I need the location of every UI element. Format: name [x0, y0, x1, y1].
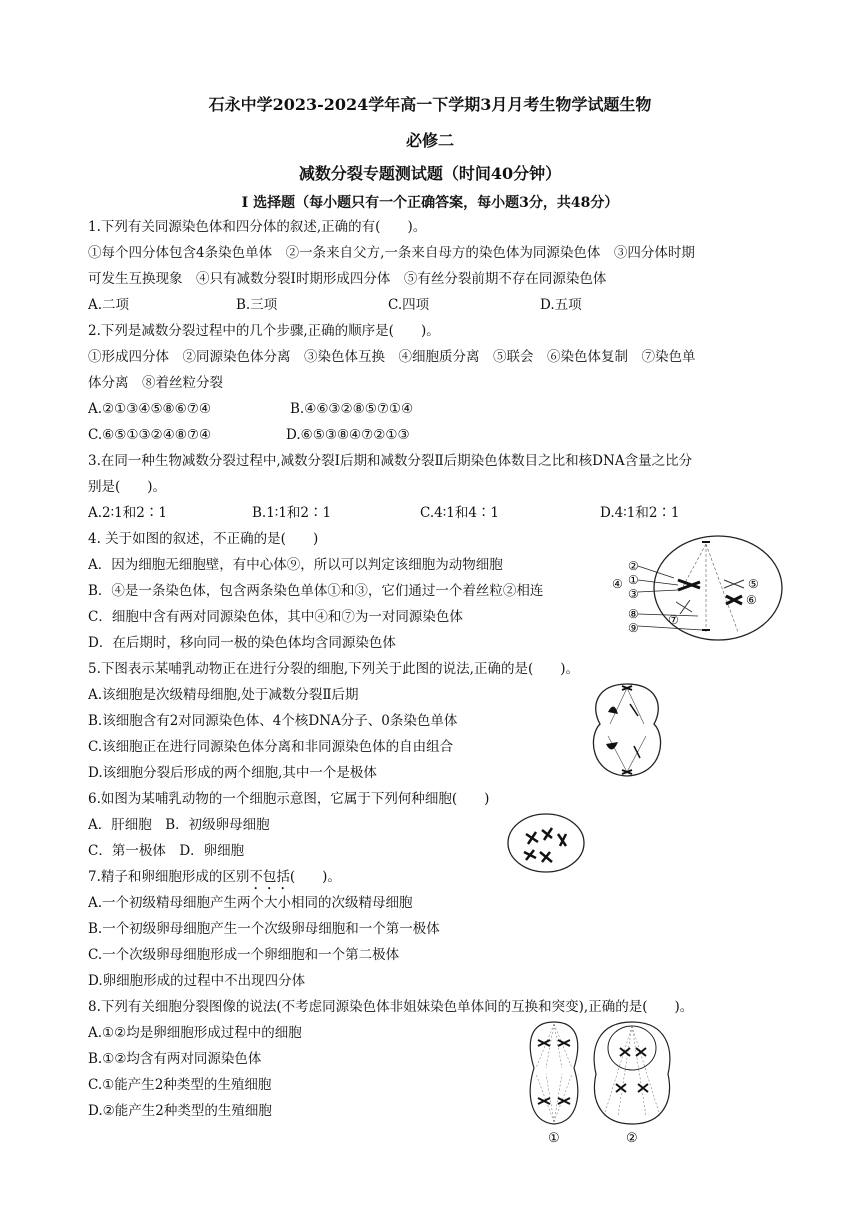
q2-option-c: C.⑥⑤①③②④⑧⑦④	[88, 427, 212, 443]
q4-label-7: ⑦	[668, 613, 679, 627]
q6-options-ab: A．肝细胞 B．初级卵母细胞	[88, 817, 270, 833]
test-title: 减数分裂专题测试题（时间40分钟）	[298, 164, 562, 183]
q5-stem: 5.下图表示某哺乳动物正在进行分裂的细胞,下列关于此图的说法,正确的是( )。	[88, 661, 579, 677]
q3-option-d: D.4∶1和2∶1	[600, 505, 680, 521]
q7-option-d: D.卵细胞形成的过程中不出现四分体	[88, 973, 306, 989]
q7-stem-post: ( )。	[289, 869, 341, 885]
q3-option-c: C.4∶1和4∶1	[420, 505, 500, 521]
q1-option-c: C.四项	[388, 297, 430, 313]
q2-option-b: B.④⑥③②⑧⑤⑦①④	[290, 401, 414, 417]
q4-label-3: ③	[628, 587, 639, 601]
q7-option-a: A.一个初级精母细胞产生两个大小相同的次级精母细胞	[88, 895, 413, 911]
q4-label-2: ②	[628, 559, 639, 573]
q4-option-c: C．细胞中含有两对同源染色体，其中④和⑦为一对同源染色体	[88, 609, 463, 625]
q2-option-a: A.②①③④⑤⑧⑥⑦④	[88, 401, 211, 417]
q7-option-b: B.一个初级卵母细胞产生一个次级卵母细胞和一个第一极体	[88, 921, 440, 937]
q5-option-c: C.该细胞正在进行同源染色体分离和非同源染色体的自由组合	[88, 739, 454, 755]
q8-option-d: D.②能产生2种类型的生殖细胞	[88, 1103, 272, 1119]
q4-label-8: ⑧	[628, 607, 639, 621]
q2-steps-line1: ①形成四分体 ②同源染色体分离 ③染色体互换 ④细胞质分离 ⑤联会 ⑥染色体复制 ⑦染色单	[88, 349, 696, 365]
q3-option-a: A.2∶1和2∶1	[88, 505, 167, 521]
q2-option-d: D.⑥⑤③⑧④⑦②①③	[286, 427, 410, 443]
q3-stem-line2: 别是( )。	[88, 479, 167, 495]
q4-option-d: D．在后期时，移向同一极的染色体均含同源染色体	[88, 635, 396, 651]
q5-option-d: D.该细胞分裂后形成的两个细胞,其中一个是极体	[88, 765, 377, 781]
q4-label-5: ⑤	[748, 577, 759, 591]
q8-label-1: ①	[548, 1131, 560, 1146]
q1-stem: 1.下列有关同源染色体和四分体的叙述,正确的有( )。	[88, 219, 427, 235]
q1-option-a: A.二项	[88, 297, 130, 313]
q1-statement-line1: ①每个四分体包含4条染色单体 ②一条来自父方,一条来自母方的染色体为同源染色体 ③四分体时期	[88, 245, 695, 261]
q2-steps-line2: 体分离 ⑧着丝粒分裂	[88, 375, 223, 391]
q4-label-9: ⑨	[628, 621, 639, 635]
q8-option-a: A.①②均是卵细胞形成过程中的细胞	[88, 1025, 302, 1041]
q1-option-b: B.三项	[236, 297, 278, 313]
q2-stem: 2.下列是减数分裂过程中的几个步骤,正确的顺序是( )。	[88, 323, 440, 339]
exam-title: 石永中学2023-2024学年高一下学期3月月考生物学试题生物	[208, 95, 652, 114]
q7-option-c: C.一个次级卵母细胞形成一个卵细胞和一个第二极体	[88, 947, 400, 963]
q8-option-c: C.①能产生2种类型的生殖细胞	[88, 1077, 272, 1093]
q5-option-a: A.该细胞是次级精母细胞,处于减数分裂Ⅱ后期	[88, 687, 359, 703]
q4-label-1: ①	[628, 573, 639, 587]
q5-cell-figure	[582, 680, 672, 780]
q5-option-b: B.该细胞含有2对同源染色体、4个核DNA分子、0条染色单体	[88, 713, 458, 729]
q4-label-4: ④	[612, 577, 623, 591]
q8-cells-figure	[520, 1018, 696, 1146]
q1-statement-line2: 可发生互换现象 ④只有减数分裂Ⅰ时期形成四分体 ⑤有丝分裂前期不存在同源染色体	[88, 271, 607, 287]
q6-stem: 6.如图为某哺乳动物的一个细胞示意图，它属于下列何种细胞( )	[88, 791, 490, 807]
exam-subtitle: 必修二	[405, 131, 454, 150]
q7-stem	[88, 868, 341, 893]
q4-cell-figure	[608, 532, 788, 644]
q6-options-cd: C．第一极体 D．卵细胞	[88, 843, 245, 859]
q4-label-6: ⑥	[746, 593, 757, 607]
q3-option-b: B.1∶1和2∶1	[252, 505, 332, 521]
q7-stem-pre: 7.精子和卵细胞形成的区别	[88, 869, 250, 885]
q8-label-2: ②	[626, 1131, 638, 1146]
q7-stem-emphasis: 不包括	[249, 869, 290, 885]
q4-option-a: A．因为细胞无细胞壁，有中心体⑨，所以可以判定该细胞为动物细胞	[88, 557, 503, 573]
q4-option-b: B．④是一条染色体，包含两条染色单体①和③，它们通过一个着丝粒②相连	[88, 583, 544, 599]
q4-stem: 4. 关于如图的叙述，不正确的是( )	[88, 531, 319, 547]
q3-stem-line1: 3.在同一种生物减数分裂过程中,减数分裂Ⅰ后期和减数分裂Ⅱ后期染色体数目之比和核DNA含量之比分	[88, 453, 693, 469]
q1-option-d: D.五项	[540, 297, 582, 313]
q6-cell-figure	[506, 812, 586, 874]
section-heading: I 选择题（每小题只有一个正确答案，每小题3分，共48分）	[241, 195, 619, 211]
q8-stem: 8.下列有关细胞分裂图像的说法(不考虑同源染色体非姐妹染色单体间的互换和突变),正确的是( )。	[88, 999, 694, 1015]
q8-option-b: B.①②均含有两对同源染色体	[88, 1051, 262, 1067]
